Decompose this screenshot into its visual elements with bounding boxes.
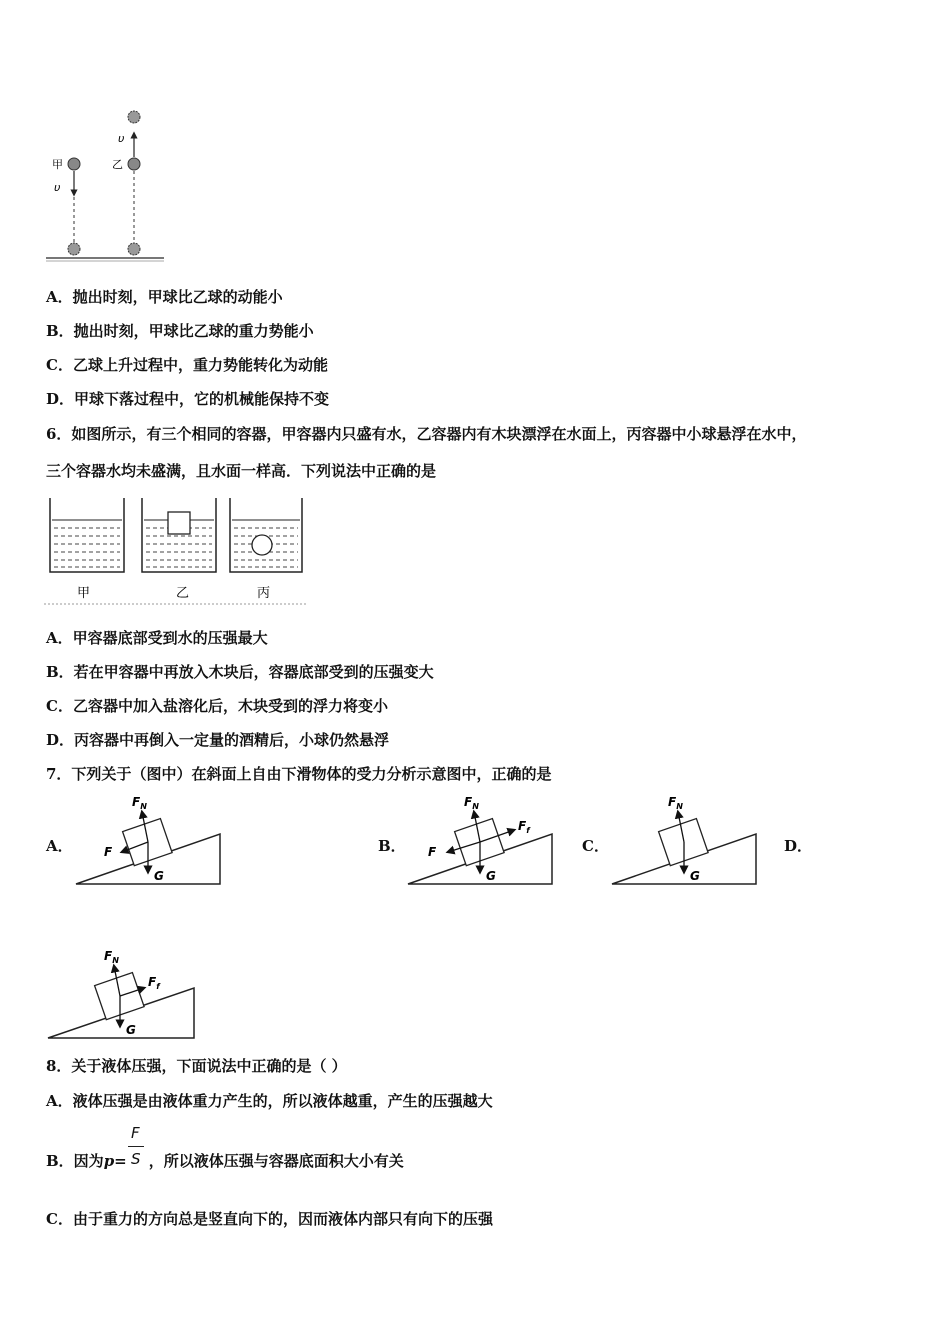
q8-option-b bbox=[46, 1150, 404, 1171]
svg-text:FN bbox=[104, 949, 119, 965]
q6-option-b: B．若在甲容器中再放入木块后，容器底部受到的压强变大 bbox=[46, 663, 434, 681]
wood-block bbox=[168, 512, 190, 534]
q7-option-b-label: B． bbox=[378, 837, 406, 855]
suspended-ball bbox=[252, 535, 272, 555]
container-label-yi: 乙 bbox=[176, 586, 190, 601]
fn-label: F bbox=[668, 795, 677, 809]
ff-label: F bbox=[518, 819, 527, 833]
fraction-bar bbox=[128, 1146, 144, 1147]
container-yi bbox=[142, 498, 216, 572]
q8-option-c: C．由于重力的方向总是竖直向下的，因而液体内部只有向下的压强 bbox=[46, 1210, 493, 1228]
q7-option-a-label: A． bbox=[46, 837, 73, 855]
container-bing bbox=[230, 498, 302, 572]
velocity-yi: υ bbox=[118, 132, 125, 145]
q8-b-prefix: B．因为 bbox=[46, 1152, 104, 1170]
label-jia: 甲 bbox=[52, 158, 63, 171]
g-label: G bbox=[126, 1023, 136, 1037]
svg-text:FN bbox=[668, 795, 683, 811]
q6-option-a: A．甲容器底部受到水的压强最大 bbox=[46, 629, 268, 647]
q8-b-p: p= bbox=[103, 1152, 127, 1170]
ball-yi bbox=[128, 158, 140, 170]
svg-text:FN bbox=[464, 795, 479, 811]
q5-option-a: A．抛出时刻，甲球比乙球的动能小 bbox=[46, 288, 283, 306]
ball-jia bbox=[68, 158, 80, 170]
q7-option-c-label: C． bbox=[582, 837, 609, 855]
q6-option-c: C．乙容器中加入盐溶化后，木块受到的浮力将变小 bbox=[46, 697, 388, 715]
q5-option-d: D．甲球下落过程中，它的机械能保持不变 bbox=[46, 390, 330, 408]
g-label: G bbox=[486, 869, 496, 883]
q7-option-d-label: D． bbox=[784, 837, 813, 855]
fn-sub: N bbox=[140, 802, 147, 811]
fn-sub: N bbox=[472, 802, 479, 811]
svg-text:FN bbox=[132, 795, 147, 811]
incline-diagram-c bbox=[606, 790, 766, 890]
q6-option-d: D．丙容器中再倒入一定量的酒精后，小球仍然悬浮 bbox=[46, 731, 390, 749]
q5-option-c: C．乙球上升过程中，重力势能转化为动能 bbox=[46, 356, 328, 374]
fn-sub: N bbox=[112, 956, 119, 965]
q6-stem-line1: 6．如图所示，有三个相同的容器，甲容器内只盛有水，乙容器内有木块漂浮在水面上，丙容器中小球悬浮在水中， bbox=[46, 425, 807, 443]
fn-sub: N bbox=[676, 802, 683, 811]
q8-b-suffix: ，所以液体压强与容器底面积大小有关 bbox=[148, 1152, 404, 1170]
fn-label: F bbox=[104, 949, 113, 963]
svg-text:Ff bbox=[518, 819, 531, 835]
incline-diagram-d bbox=[44, 944, 204, 1044]
label-yi: 乙 bbox=[112, 158, 123, 171]
two-balls-figure bbox=[40, 105, 170, 265]
ff-sub: f bbox=[526, 826, 530, 835]
fn-label: F bbox=[464, 795, 473, 809]
q7-stem: 7．下列关于（图中）在斜面上自由下滑物体的受力分析示意图中，正确的是 bbox=[46, 765, 552, 783]
q8-stem: 8．关于液体压强，下面说法中正确的是（ ） bbox=[46, 1057, 347, 1075]
f-label: F bbox=[104, 845, 113, 859]
q6-stem-line2: 三个容器水均未盛满，且水面一样高．下列说法中正确的是 bbox=[46, 462, 437, 480]
ff-sub: f bbox=[156, 982, 160, 991]
svg-text:Ff bbox=[148, 975, 161, 991]
velocity-jia: υ bbox=[54, 181, 61, 194]
g-label: G bbox=[690, 869, 700, 883]
incline-diagram-a bbox=[70, 790, 230, 890]
container-label-bing: 丙 bbox=[257, 586, 271, 601]
fraction-numerator: F bbox=[131, 1124, 140, 1142]
fraction-denominator: S bbox=[131, 1150, 141, 1168]
fn-label: F bbox=[132, 795, 141, 809]
container-label-jia: 甲 bbox=[77, 586, 91, 601]
q5-option-b: B．抛出时刻，甲球比乙球的重力势能小 bbox=[46, 322, 314, 340]
incline-diagram-b bbox=[402, 790, 562, 890]
g-label: G bbox=[154, 869, 164, 883]
container-jia bbox=[50, 498, 124, 572]
three-containers-figure bbox=[44, 494, 306, 606]
q8-option-a: A．液体压强是由液体重力产生的，所以液体越重，产生的压强越大 bbox=[46, 1092, 493, 1110]
f-label: F bbox=[428, 845, 437, 859]
ff-label: F bbox=[148, 975, 157, 989]
